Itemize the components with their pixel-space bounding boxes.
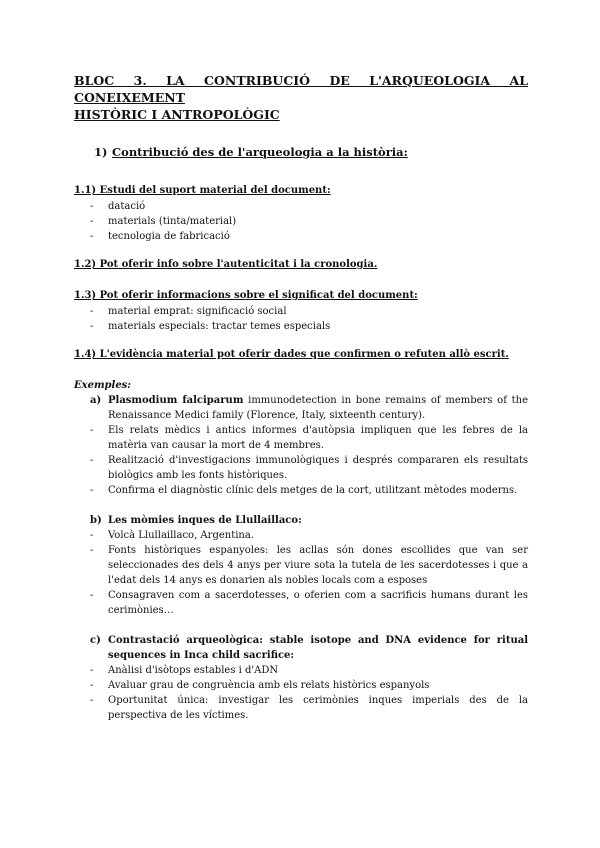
- examples-label: Exemples:: [74, 380, 132, 391]
- example-c-list: [74, 663, 528, 723]
- subsection-1-2-heading: 1.2) Pot oferir info sobre l'autenticitat i la cronologia.: [74, 259, 378, 270]
- subsection-1-4-heading: 1.4) L'evidència material pot oferir dades que confirmen o refuten allò escrit.: [74, 349, 509, 360]
- subsection-1-3-heading: 1.3) Pot oferir informacions sobre el significat del document:: [74, 290, 418, 301]
- example-b-list: [74, 528, 528, 618]
- example-c-bold: Contrastació arqueològica: stable isotope and DNA evidence for ritual sequences in Inca child sacrifice:: [108, 635, 528, 661]
- section-1-text: Contribució des de l'arqueologia a la història:: [112, 145, 408, 159]
- document-title: [74, 72, 528, 123]
- list-item: - Avaluar grau de congruència amb els relats històrics espanyols: [74, 678, 528, 693]
- section-1-heading: [94, 145, 528, 160]
- title-line-2: HISTÒRIC I ANTROPOLÒGIC: [74, 107, 280, 122]
- example-a-list: [74, 423, 528, 498]
- list-item: - Fonts històriques espanyoles: les acllas són dones escollides que van ser seleccionades des dels 4 anys per viure sota la tutela de les sacerdotesses i que a l'edat dels 14 anys es donarien als nobles locals com a esposes: [74, 543, 528, 588]
- example-a: [74, 393, 528, 498]
- title-line-1: BLOC 3. LA CONTRIBUCIÓ DE L'ARQUEOLOGIA AL CONEIXEMENT: [74, 73, 528, 105]
- list-item: - Consagraven com a sacerdotesses, o oferien com a sacrificis humans durant les cerimònies…: [74, 588, 528, 618]
- example-a-heading: [74, 393, 528, 423]
- example-c-letter: c): [90, 635, 101, 646]
- example-c-heading: [74, 633, 528, 663]
- section-1-number: 1): [94, 145, 108, 159]
- list-item: - tecnologia de fabricació: [74, 229, 528, 244]
- example-b-bold: Les mòmies inques de Llullaillaco:: [108, 515, 302, 526]
- list-item: - material emprat: significació social: [74, 304, 528, 319]
- list-item: - Anàlisi d'isòtops estables i d'ADN: [74, 663, 528, 678]
- example-b-letter: b): [90, 515, 102, 526]
- list-item: - Els relats mèdics i antics informes d'autòpsia impliquen que les febres de la matèria van causar la mort de 4 membres.: [74, 423, 528, 453]
- example-a-letter: a): [90, 395, 102, 406]
- example-c: [74, 633, 528, 723]
- subsection-1-1-list: [74, 199, 528, 244]
- subsection-1-3-list: [74, 304, 528, 334]
- list-item: - Realització d'investigacions immunològiques i després compararen els resultats biològics amb les fonts històriques.: [74, 453, 528, 483]
- list-item: - Volcà Llullaillaco, Argentina.: [74, 528, 528, 543]
- list-item: - datació: [74, 199, 528, 214]
- list-item: - Confirma el diagnòstic clínic dels metges de la cort, utilitzant mètodes moderns.: [74, 483, 528, 498]
- subsection-1-1-heading: 1.1) Estudi del suport material del document:: [74, 185, 331, 196]
- list-item: - materials (tinta/material): [74, 214, 528, 229]
- list-item: - materials especials: tractar temes especials: [74, 319, 528, 334]
- list-item: - Oportunitat única: investigar les cerimònies inques imperials des de la perspectiva de les víctimes.: [74, 693, 528, 723]
- example-a-rest: immunodetection in bone remains of members of the Renaissance Medici family (Florence, Italy, sixteenth century).: [108, 395, 528, 421]
- example-b: [74, 513, 528, 618]
- example-a-bold: Plasmodium falciparum: [108, 395, 244, 406]
- example-b-heading: [74, 513, 528, 528]
